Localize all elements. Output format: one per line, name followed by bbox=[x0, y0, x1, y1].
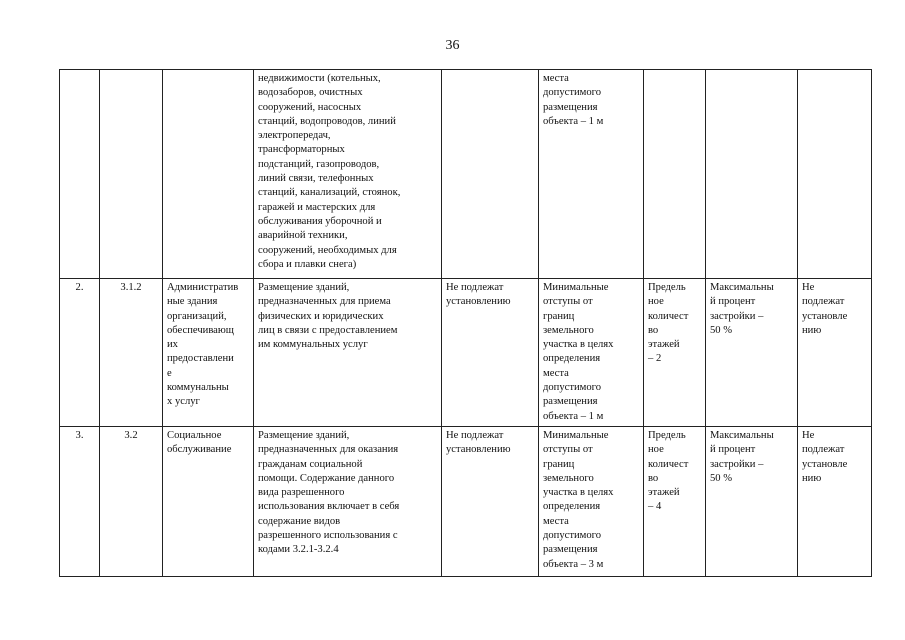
cell-text-line: станций, водопроводов, линий bbox=[258, 115, 396, 127]
cell-text-line: этажей bbox=[648, 487, 680, 499]
description-cell bbox=[254, 279, 442, 427]
cell-text-line: сооружений, насосных bbox=[258, 101, 362, 113]
code-cell bbox=[100, 70, 163, 279]
cell-text-line: Предель bbox=[648, 430, 686, 441]
cell-text-line: установлению bbox=[446, 444, 511, 456]
cell-text-line: установлению bbox=[446, 296, 511, 308]
coverage-cell bbox=[706, 427, 798, 577]
cell-text-line: Максимальны bbox=[710, 430, 774, 441]
cell-text-line: 3.2 bbox=[124, 430, 138, 441]
other-params-cell bbox=[798, 427, 872, 577]
use-name-cell bbox=[163, 427, 254, 577]
cell-text-line: Административ bbox=[167, 282, 239, 293]
cell-text-line: электропередач, bbox=[258, 130, 331, 142]
cell-text-line: застройки – bbox=[710, 310, 764, 322]
description-cell bbox=[254, 70, 442, 279]
cell-text-line: границ bbox=[543, 458, 575, 470]
cell-text-line: помощи. Содержание данного bbox=[258, 472, 395, 484]
cell-text-line: ное bbox=[648, 296, 664, 308]
cell-text-line: им коммунальных услуг bbox=[258, 339, 368, 351]
use-name-cell bbox=[163, 279, 254, 427]
cell-text-line: лиц в связи с предоставлением bbox=[258, 324, 398, 336]
cell-text-line: подлежат bbox=[802, 444, 845, 456]
cell-text-line: количест bbox=[648, 310, 689, 322]
setbacks-cell bbox=[539, 279, 644, 427]
cell-text-line: использования включает в себя bbox=[258, 501, 400, 513]
cell-text-line: недвижимости (котельных, bbox=[258, 73, 381, 84]
plot-size-cell bbox=[442, 427, 539, 577]
cell-text-line: земельного bbox=[543, 472, 594, 484]
cell-text-line: объекта – 1 м bbox=[543, 410, 604, 422]
cell-text-line: нию bbox=[802, 472, 822, 484]
coverage-cell bbox=[706, 70, 798, 279]
table-row bbox=[60, 70, 872, 279]
cell-text-line: объекта – 1 м bbox=[543, 115, 604, 127]
page-number: 36 bbox=[445, 38, 460, 53]
floors-cell bbox=[644, 70, 706, 279]
cell-text-line: водозаборов, очистных bbox=[258, 87, 363, 99]
cell-text-line: места bbox=[543, 515, 569, 527]
cell-text-line: 2. bbox=[75, 282, 84, 293]
cell-text-line: разрешенного использования с bbox=[258, 530, 398, 542]
cell-text-line: ное bbox=[648, 444, 664, 456]
cell-text-line: обслуживание bbox=[167, 444, 232, 456]
cell-text-line: гражданам социальной bbox=[258, 458, 363, 470]
cell-text-line: й процент bbox=[710, 444, 756, 456]
cell-text-line: х услуг bbox=[167, 396, 200, 408]
cell-text-line: этажей bbox=[648, 339, 680, 351]
cell-text-line: застройки – bbox=[710, 458, 764, 470]
cell-text-line: коммунальны bbox=[167, 382, 229, 394]
cell-text-line: отступы от bbox=[543, 296, 593, 308]
cell-text-line: места bbox=[543, 367, 569, 379]
cell-text-line: Не bbox=[802, 282, 815, 293]
cell-text-line: станций, канализаций, стоянок, bbox=[258, 187, 401, 199]
coverage-cell bbox=[706, 279, 798, 427]
cell-text-line: вида разрешенного bbox=[258, 487, 345, 499]
cell-text-line: обслуживания уборочной и bbox=[258, 215, 382, 227]
cell-text-line: линий связи, телефонных bbox=[258, 173, 374, 185]
cell-text-line: допустимого bbox=[543, 530, 602, 542]
cell-text-line: предоставлени bbox=[167, 353, 234, 365]
setbacks-cell bbox=[539, 70, 644, 279]
row-number-cell bbox=[60, 279, 100, 427]
cell-text-line: 3.1.2 bbox=[120, 282, 142, 293]
cell-text-line: Не bbox=[802, 430, 815, 441]
code-cell bbox=[100, 279, 163, 427]
cell-text-line: Размещение зданий, bbox=[258, 430, 350, 441]
cell-text-line: – 2 bbox=[648, 353, 662, 365]
cell-text-line: Минимальные bbox=[543, 282, 609, 293]
cell-text-line: ные здания bbox=[167, 296, 218, 308]
cell-text-line: определения bbox=[543, 353, 601, 365]
floors-cell bbox=[644, 427, 706, 577]
cell-text-line: земельного bbox=[543, 324, 594, 336]
cell-text-line: во bbox=[648, 324, 659, 336]
cell-text-line: Не подлежат bbox=[446, 282, 504, 293]
cell-text-line: обеспечивающ bbox=[167, 324, 234, 336]
cell-text-line: Предель bbox=[648, 282, 686, 293]
land-use-table bbox=[59, 69, 872, 577]
row-number-cell bbox=[60, 70, 100, 279]
cell-text-line: 50 % bbox=[710, 324, 733, 336]
cell-text-line: установле bbox=[802, 310, 848, 322]
cell-text-line: сбора и плавки снега) bbox=[258, 258, 357, 270]
cell-text-line: предназначенных для приема bbox=[258, 296, 391, 308]
cell-text-line: размещения bbox=[543, 544, 598, 556]
cell-text-line: – 4 bbox=[648, 501, 662, 513]
code-cell bbox=[100, 427, 163, 577]
cell-text-line: подстанций, газопроводов, bbox=[258, 158, 380, 170]
cell-text-line: допустимого bbox=[543, 87, 602, 99]
cell-text-line: участка в целях bbox=[543, 487, 614, 499]
cell-text-line: количест bbox=[648, 458, 689, 470]
cell-text-line: отступы от bbox=[543, 444, 593, 456]
cell-text-line: трансформаторных bbox=[258, 144, 345, 156]
cell-text-line: во bbox=[648, 472, 659, 484]
table-row bbox=[60, 427, 872, 577]
cell-text-line: кодами 3.2.1-3.2.4 bbox=[258, 544, 339, 556]
cell-text-line: 3. bbox=[75, 430, 84, 441]
cell-text-line: Не подлежат bbox=[446, 430, 504, 441]
setbacks-cell bbox=[539, 427, 644, 577]
cell-text-line: гаражей и мастерских для bbox=[258, 201, 376, 213]
cell-text-line: аварийной техники, bbox=[258, 230, 348, 242]
cell-text-line: участка в целях bbox=[543, 339, 614, 351]
cell-text-line: е bbox=[167, 367, 172, 379]
cell-text-line: Максимальны bbox=[710, 282, 774, 293]
floors-cell bbox=[644, 279, 706, 427]
use-name-cell bbox=[163, 70, 254, 279]
cell-text-line: организаций, bbox=[167, 310, 227, 322]
table-row bbox=[60, 279, 872, 427]
other-params-cell bbox=[798, 279, 872, 427]
cell-text-line: й процент bbox=[710, 296, 756, 308]
cell-text-line: установле bbox=[802, 458, 848, 470]
cell-text-line: нию bbox=[802, 324, 822, 336]
row-number-cell bbox=[60, 427, 100, 577]
cell-text-line: места bbox=[543, 73, 569, 84]
cell-text-line: размещения bbox=[543, 396, 598, 408]
cell-text-line: их bbox=[167, 339, 178, 351]
cell-text-line: Размещение зданий, bbox=[258, 282, 350, 293]
cell-text-line: 50 % bbox=[710, 472, 733, 484]
cell-text-line: Социальное bbox=[167, 430, 222, 441]
cell-text-line: объекта – 3 м bbox=[543, 558, 604, 570]
cell-text-line: допустимого bbox=[543, 382, 602, 394]
description-cell bbox=[254, 427, 442, 577]
cell-text-line: границ bbox=[543, 310, 575, 322]
other-params-cell bbox=[798, 70, 872, 279]
cell-text-line: содержание видов bbox=[258, 515, 341, 527]
plot-size-cell bbox=[442, 279, 539, 427]
cell-text-line: размещения bbox=[543, 101, 598, 113]
cell-text-line: предназначенных для оказания bbox=[258, 444, 399, 456]
cell-text-line: определения bbox=[543, 501, 601, 513]
cell-text-line: подлежат bbox=[802, 296, 845, 308]
cell-text-line: физических и юридических bbox=[258, 310, 384, 322]
cell-text-line: сооружений, необходимых для bbox=[258, 244, 397, 256]
cell-text-line: Минимальные bbox=[543, 430, 609, 441]
plot-size-cell bbox=[442, 70, 539, 279]
